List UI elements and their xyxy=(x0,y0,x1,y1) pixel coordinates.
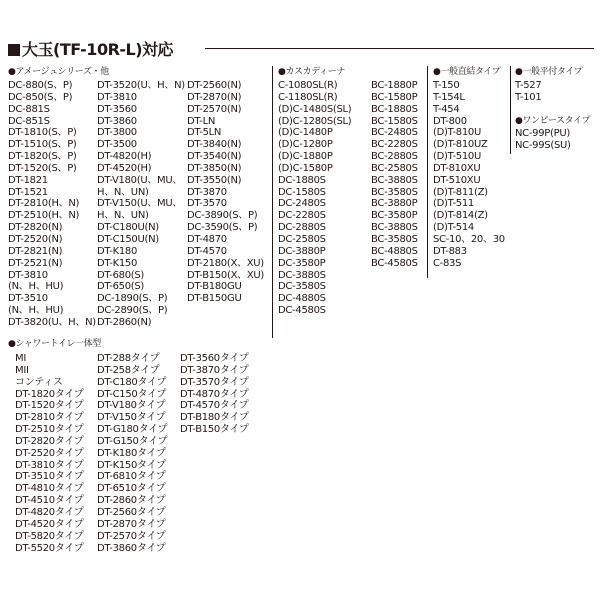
model-item: BC-2580S xyxy=(371,162,418,174)
model-item: DT-3500 xyxy=(97,139,137,151)
model-item: DT-510XU xyxy=(433,174,481,186)
model-item: DT-3850(N) xyxy=(187,162,242,174)
ippan-ketsu-col xyxy=(433,80,505,270)
model-item: DT-3510タイプ xyxy=(15,471,84,483)
shower-heading: ●シャワートイレ一体型 xyxy=(8,339,101,349)
model-item: DT-4870タイプ xyxy=(180,388,249,400)
model-item: DT-1520タイプ xyxy=(15,400,84,412)
model-item: DT-680(S) xyxy=(97,269,145,281)
model-item: DC-4880S xyxy=(278,293,326,305)
model-item: DT-V180タイプ xyxy=(97,400,166,412)
onepiece-col xyxy=(515,128,571,152)
model-item: T-150 xyxy=(433,80,460,91)
model-item: DT-3560タイプ xyxy=(180,353,249,364)
model-item: DT-3810 xyxy=(8,269,48,281)
model-item: DT-K180タイプ xyxy=(97,447,166,459)
model-item: DT-6810タイプ xyxy=(97,471,166,483)
model-item: DC-851S xyxy=(8,115,50,127)
model-item: (D)C-1280S(SL) xyxy=(278,115,352,127)
model-item: DT-1521 xyxy=(8,186,48,198)
page-title xyxy=(8,37,173,60)
model-item: (D)C-1880P xyxy=(278,151,333,163)
model-item: T-101 xyxy=(515,91,542,103)
model-item: DC-2890(S、P) xyxy=(97,305,168,317)
model-item: BC-3880S xyxy=(371,222,418,234)
model-item: (N、H、HU) xyxy=(8,281,64,293)
model-item: DT-2570(N) xyxy=(187,103,242,115)
model-item: DT-4820(H) xyxy=(97,151,152,163)
model-item: DT-5520タイプ xyxy=(15,542,84,554)
model-item: T-527 xyxy=(515,80,542,91)
model-item: DC-881S xyxy=(8,103,50,115)
model-item: DT-3870 xyxy=(187,186,227,198)
model-item: DC-3580S xyxy=(278,281,326,293)
model-item: DC-4580S xyxy=(278,305,326,317)
model-item: DC-880(S、P) xyxy=(8,80,73,91)
model-item: DT-2820(N) xyxy=(8,222,63,234)
model-item: C-1080SL(R) xyxy=(278,80,338,91)
amedyu-col2 xyxy=(97,80,185,329)
model-item: DT-288タイプ xyxy=(97,353,160,364)
model-item: DT-3810タイプ xyxy=(15,459,84,471)
model-item: DT-3520(U、H、N) xyxy=(97,80,185,91)
model-item: DT-650(S) xyxy=(97,281,145,293)
model-item: DT-2521(N) xyxy=(8,257,63,269)
model-item: DT-K180 xyxy=(97,245,138,257)
model-item: DT-1820(S、P) xyxy=(8,151,77,163)
ippan-heitsuki-col xyxy=(515,80,541,104)
shower-col2 xyxy=(97,353,167,554)
model-item: DT-C150U(N) xyxy=(97,233,159,245)
model-item: DT-2821(N) xyxy=(8,245,63,257)
model-item: DT-C180U(N) xyxy=(97,222,159,234)
cascadina-col1 xyxy=(278,80,351,317)
model-item: DC-2880S xyxy=(278,222,326,234)
model-item: DT-4520(H) xyxy=(97,162,152,174)
model-item: DT-1520(S、P) xyxy=(8,162,77,174)
model-item: BC-2280S xyxy=(371,139,418,151)
model-item: DT-2560タイプ xyxy=(97,506,166,518)
model-item: DC-3590(S、P) xyxy=(187,222,258,234)
model-item: DC-1890(S、P) xyxy=(97,293,168,305)
square-bullet-icon xyxy=(8,44,20,56)
model-item: (D)C-1280P xyxy=(278,139,333,151)
model-item: DT-B150タイプ xyxy=(180,424,249,436)
model-item: DT-810XU xyxy=(433,162,481,174)
model-item: DT-2860(N) xyxy=(97,316,152,328)
shower-col3 xyxy=(180,353,249,436)
amedyu-heading: ●アメージュシリーズ・他 xyxy=(8,67,109,77)
model-item: DT-3810 xyxy=(97,91,137,103)
model-item: (N、H、HU) xyxy=(8,305,64,317)
model-item: NC-99P(PU) xyxy=(515,128,570,139)
model-item: DT-4570 xyxy=(187,245,227,257)
model-item: DT-V150(U、MU、 xyxy=(97,198,183,210)
model-item: BC-1880P xyxy=(371,80,418,91)
model-item: DT-1821 xyxy=(8,174,48,186)
model-item: BC-3880S xyxy=(371,174,418,186)
model-item: DT-G150タイプ xyxy=(97,435,168,447)
model-item: DT-V150タイプ xyxy=(97,412,166,424)
divider-ippan-heitsuki xyxy=(510,66,511,154)
model-item: DC-1880S xyxy=(278,174,326,186)
model-item: DT-5LN xyxy=(187,127,222,139)
model-item: DT-6510タイプ xyxy=(97,483,166,495)
model-item: BC-1880S xyxy=(371,103,418,115)
model-item: DT-2570タイプ xyxy=(97,530,166,542)
model-item: BC-2480S xyxy=(371,127,418,139)
model-item: DT-B150(X、XU) xyxy=(187,269,265,281)
amedyu-col3 xyxy=(187,80,264,305)
model-item: DT-3570 xyxy=(187,198,227,210)
ippan-ketsu-heading: ●一般直結タイプ xyxy=(433,67,501,77)
model-item: DC-850(S、P) xyxy=(8,91,73,103)
model-item: (D)T-810U xyxy=(433,127,482,139)
model-item: (D)C-1580P xyxy=(278,162,333,174)
model-item: BC-2880S xyxy=(371,151,418,163)
model-item: BC-3880P xyxy=(371,198,418,210)
model-item: DT-4820タイプ xyxy=(15,506,84,518)
model-item: DC-2480S xyxy=(278,198,326,210)
model-item: DT-2870(N) xyxy=(187,91,242,103)
model-item: DC-3880P xyxy=(278,245,326,257)
model-item: DT-C150タイプ xyxy=(97,388,167,400)
model-item: DT-2810(H、N) xyxy=(8,198,80,210)
model-item: T-454 xyxy=(433,103,460,115)
model-item: BC-3580S xyxy=(371,233,418,245)
model-item: DT-4510タイプ xyxy=(15,495,84,507)
cascadina-heading: ●カスカディーナ xyxy=(278,67,345,77)
model-item: DT-3800 xyxy=(97,127,137,139)
model-item: DC-2580S xyxy=(278,233,326,245)
model-item: H、N、UN) xyxy=(97,186,149,198)
model-item: DT-3510 xyxy=(8,293,48,305)
model-item: DT-B180GU xyxy=(187,281,242,293)
model-item: DT-4870 xyxy=(187,233,227,245)
model-item: コンティス xyxy=(15,376,63,388)
model-item: DT-3820(U、H、N) xyxy=(8,316,96,328)
model-item: DT-800 xyxy=(433,115,467,127)
model-item: BC-1580S xyxy=(371,115,418,127)
model-item: DT-2520(N) xyxy=(8,233,63,245)
model-item: DT-C180タイプ xyxy=(97,376,167,388)
shower-col1 xyxy=(15,353,83,554)
model-item: (D)T-811(Z) xyxy=(433,186,488,198)
model-item: DT-1810(S、P) xyxy=(8,127,77,139)
model-item: DT-LN xyxy=(187,115,216,127)
model-item: DT-K150 xyxy=(97,257,138,269)
model-item: (D)T-814(Z) xyxy=(433,210,488,222)
amedyu-col1 xyxy=(8,80,96,329)
model-item: DC-1580S xyxy=(278,186,326,198)
model-item: DT-B180タイプ xyxy=(180,412,249,424)
page-title-text: 大玉(TF-10R-L)対応 xyxy=(22,40,174,59)
model-item: BC-4580S xyxy=(371,257,418,269)
model-item: DT-3870タイプ xyxy=(180,364,249,376)
model-item: DT-2860タイプ xyxy=(97,495,166,507)
model-item: NC-99S(SU) xyxy=(515,139,571,151)
model-item: DT-3560 xyxy=(97,103,137,115)
model-item: DT-4520タイプ xyxy=(15,518,84,530)
model-item: BC-4880S xyxy=(371,245,418,257)
model-item: (D)T-510U xyxy=(433,151,482,163)
model-item: DT-2180(X、XU) xyxy=(187,257,264,269)
title-rule xyxy=(205,48,594,49)
model-item: DC-3580P xyxy=(278,257,326,269)
model-item: DT-4810タイプ xyxy=(15,483,84,495)
model-item: DT-2560(N) xyxy=(187,80,242,91)
divider-ippan-ketsu xyxy=(427,66,428,278)
model-item: DC-2280S xyxy=(278,210,326,222)
model-item: DT-3860 xyxy=(97,115,137,127)
model-item: DT-2820タイプ xyxy=(15,435,84,447)
model-item: BC-1580P xyxy=(371,91,418,103)
model-item: DT-2810タイプ xyxy=(15,412,84,424)
ippan-heitsuki-heading: ●一般平付タイプ xyxy=(515,67,583,77)
model-item: DT-V180(U、MU、 xyxy=(97,174,183,186)
model-item: DT-1820タイプ xyxy=(15,388,84,400)
model-item: BC-3580P xyxy=(371,210,418,222)
cascadina-col2 xyxy=(371,80,418,270)
model-item: (D)T-511 xyxy=(433,198,474,210)
model-item: DT-2510タイプ xyxy=(15,424,84,436)
model-item: DC-3890(S、P) xyxy=(187,210,258,222)
model-item: DT-3840(N) xyxy=(187,139,242,151)
divider-cascadina xyxy=(272,66,273,338)
model-item: DT-G180タイプ xyxy=(97,424,168,436)
model-item: DT-3570タイプ xyxy=(180,376,249,388)
model-item: C-83S xyxy=(433,257,462,269)
onepiece-heading: ●ワンピースタイプ xyxy=(515,116,590,126)
model-item: DT-4570タイプ xyxy=(180,400,249,412)
model-item: (D)C-1480S(SL) xyxy=(278,103,352,115)
model-item: (D)T-514 xyxy=(433,222,474,234)
model-item: MI xyxy=(15,353,26,364)
model-item: DT-3540(N) xyxy=(187,151,242,163)
model-item: DT-3860タイプ xyxy=(97,542,166,554)
model-item: DC-3880S xyxy=(278,269,326,281)
model-item: DT-1510(S、P) xyxy=(8,139,77,151)
model-item: C-1180SL(R) xyxy=(278,91,338,103)
model-item: DT-883 xyxy=(433,245,467,257)
model-item: DT-K150タイプ xyxy=(97,459,166,471)
model-item: DT-2510(H、N) xyxy=(8,210,80,222)
model-item: BC-3580S xyxy=(371,186,418,198)
model-item: DT-3550(N) xyxy=(187,174,242,186)
model-item: DT-258タイプ xyxy=(97,364,160,376)
model-item: MII xyxy=(15,364,29,376)
model-item: (D)T-810UZ xyxy=(433,139,488,151)
model-item: DT-2520タイプ xyxy=(15,447,84,459)
model-item: H、N、UN) xyxy=(97,210,149,222)
model-item: SC-10、20、30 xyxy=(433,233,505,245)
model-item: DT-B150GU xyxy=(187,293,242,305)
model-item: DT-5820タイプ xyxy=(15,530,84,542)
model-item: T-154L xyxy=(433,91,465,103)
model-item: DT-2870タイプ xyxy=(97,518,166,530)
model-item: (D)C-1480P xyxy=(278,127,333,139)
